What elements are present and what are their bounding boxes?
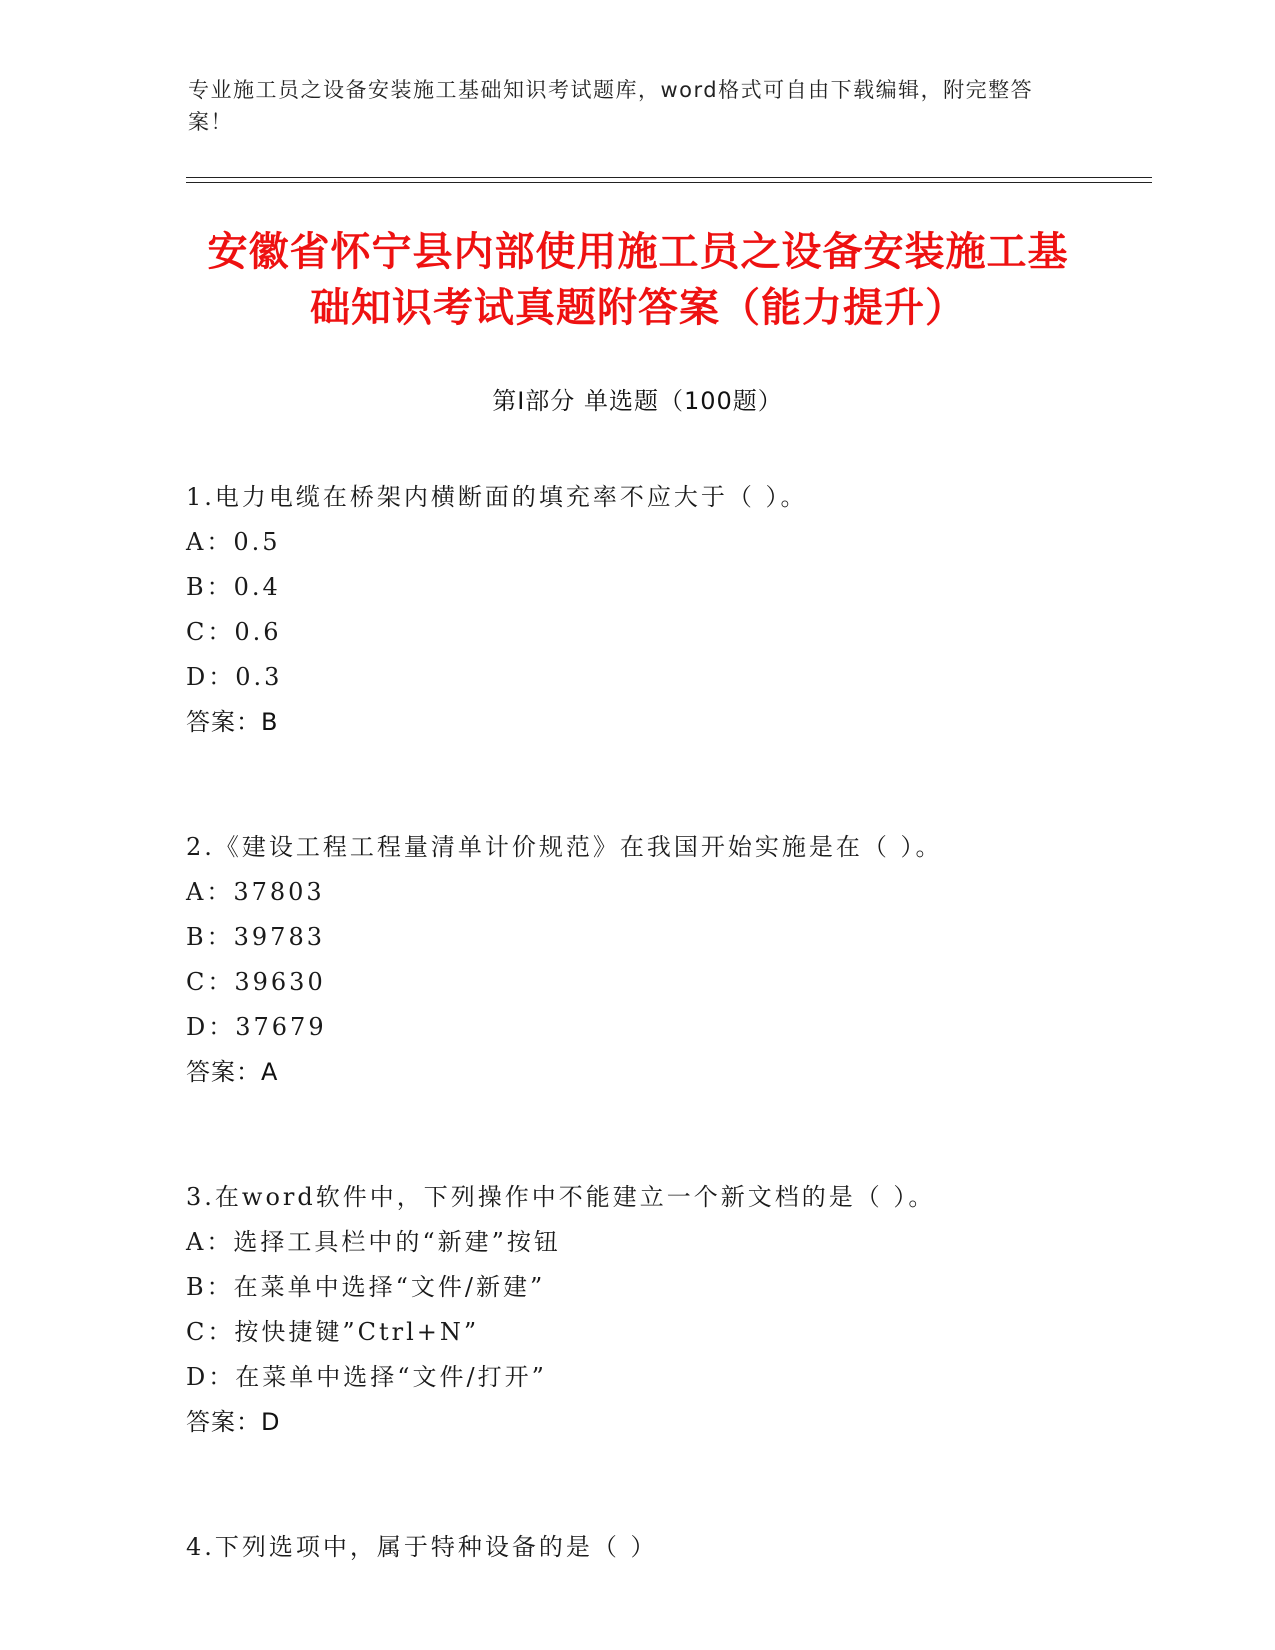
- question-stem: 1.电力电缆在桥架内横断面的填充率不应大于（ ）。: [186, 483, 808, 511]
- question-4: [186, 1525, 1166, 1570]
- question-spacer: [186, 1445, 1166, 1525]
- option-c: C：39630: [186, 968, 326, 996]
- question-spacer: [186, 745, 1166, 825]
- header-rule-top: [186, 177, 1152, 178]
- question-spacer: [186, 1095, 1166, 1175]
- option-d: D：37679: [186, 1013, 327, 1041]
- question-stem: 2.《建设工程工程量清单计价规范》在我国开始实施是在（ ）。: [186, 833, 943, 861]
- document-title: 安徽省怀宁县内部使用施工员之设备安装施工基础知识考试真题附答案（能力提升）: [207, 229, 1069, 331]
- header-note: 专业施工员之设备安装施工基础知识考试题库，word格式可自由下载编辑，附完整答案！: [188, 78, 1034, 134]
- answer-line: 答案：A: [186, 1058, 279, 1086]
- option-c: C：0.6: [186, 618, 282, 646]
- option-d: D：在菜单中选择“文件/打开”: [186, 1363, 547, 1391]
- option-d: D：0.3: [186, 663, 283, 691]
- option-a: A：0.5: [186, 528, 281, 556]
- question-2: [186, 825, 1166, 1095]
- question-1: [186, 475, 1166, 745]
- option-b: B：在菜单中选择“文件/新建”: [186, 1273, 546, 1301]
- option-b: B：39783: [186, 923, 325, 951]
- question-3: [186, 1175, 1166, 1445]
- answer-line: 答案：D: [186, 1408, 281, 1436]
- question-list: [186, 475, 1166, 1570]
- header-rule-bottom: [186, 182, 1152, 183]
- answer-line: 答案：B: [186, 708, 279, 736]
- section-title: 第Ⅰ部分 单选题（100题）: [492, 387, 783, 415]
- question-stem: 4.下列选项中，属于特种设备的是（ ）: [186, 1533, 658, 1561]
- option-c: C：按快捷键”Ctrl+N”: [186, 1318, 480, 1346]
- option-a: A：选择工具栏中的“新建”按钮: [186, 1228, 561, 1256]
- question-stem: 3.在word软件中，下列操作中不能建立一个新文档的是（ ）。: [186, 1183, 936, 1211]
- option-b: B：0.4: [186, 573, 281, 601]
- option-a: A：37803: [186, 878, 325, 906]
